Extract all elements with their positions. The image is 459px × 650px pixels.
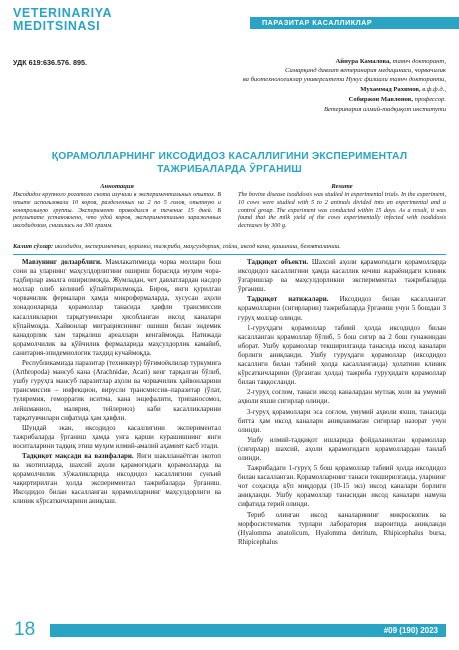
abstract-en-text: The bovine disease ixodidosis was studied in experimental trials. In the experiment, 10 cows were studied with 5 to 2 animals divided into an experimental and a control group. The experiment was conducted within 15 days. As a result, it was found that the milk yield of the cows experimentally infected with ixodidosis decreases by 300 g. (238, 191, 446, 230)
author-name: Мухаммад Рахимов, (360, 86, 421, 93)
author-line (186, 58, 446, 67)
section-title: ПАРАЗИТАР КАСАЛЛИКЛАР (262, 18, 373, 27)
article-title-line2: ТАЖРИБАЛАРДА ЎРГАНИШ (157, 164, 302, 175)
paragraph (13, 359, 221, 423)
author-name: Собиржон Мавлонов, (348, 96, 413, 103)
paragraph (13, 424, 221, 451)
paragraph (238, 295, 446, 322)
paragraph-text: 2-гуруҳ соғлом, танаси иксод каналардан мутлақ холи ва умумий аҳволи яхши сигирлар олинди. (238, 388, 446, 406)
author-line (186, 76, 446, 85)
abstract-ru-heading: Аннотация (100, 183, 134, 190)
author-role: профессор. (413, 96, 446, 103)
paragraph-lead: Тадқиқот натижалари. (247, 295, 329, 304)
abstract-en-heading: Resume (331, 183, 353, 190)
author-role: в.ф.ф.д., (420, 86, 446, 93)
paragraph-text: Республикамизда паразитар (техниквур) бўғимоёклилар туркумига (Arthropoda) мансуб кана (Arachnidae, Acari) кенг тарқалган бўлиб, ушбу гуруҳга мансуб паразитлар аҳоли ва чорвачилик ҳайвонларини трансмиссив – инфекцион, вирусли трансмиссив–паразитар (ўлат, туляремия, геморрагик иситма, кана энцефалити, трипаносомоз, лейшманиоз, малярия, тейлериоз) каби касалликларини тарқатувчилари сифатида ҳам ҳавфли. (13, 359, 221, 422)
section-header-bar (250, 17, 459, 29)
paragraph-text: Шахсий аҳоли қарамоғидаги қорамолларда иксодидоз касаллигини ҳамда касаллик кечиш жараёнидаги клиник ўзгаришлар ва маҳсулдорликни экспериментал тажрибаларда ўрганиш. (238, 258, 447, 294)
keywords-label: Калит сўзлар: (13, 243, 54, 250)
paragraph-text: Шундай экан, иксодидоз касаллигини экспериментал тажрибаларда ўрганиш ҳамда унга қарши курашишнинг янги воситаларини тадқиқ этиш муҳим илмий-амалий аҳамият касб этади. (13, 423, 221, 450)
author-line (186, 106, 446, 115)
paragraph (13, 258, 221, 358)
page-number: 18 (14, 619, 36, 640)
author-name: Айнура Камалова, (335, 58, 391, 65)
paragraph (238, 388, 446, 406)
paragraph (238, 258, 446, 294)
journal-logo (13, 7, 133, 33)
paragraph-text: Тажрибадаги 1-гуруҳ 5 бош қорамоллар табиий ҳолда иксодидоз билан касалланган. Қорамолларнинг танаси текширилганда, уларнинг чот соҳасида кўп миқдорда (10-15 экз) иксод каналари борлиги аниқланди. Ушбу қорамоллар танасидан иксод каналари намуна сифатида терий олинди. (238, 464, 446, 509)
issue-number: #09 (190) 2023 (383, 626, 438, 635)
paragraph (238, 436, 446, 463)
paragraph (238, 464, 446, 509)
keywords-text: иксодидоз, экспериментал, қорамол, тажриба, маҳсулдорлик, сойли, иксод кана, қашиниш, безовталаниш. (53, 243, 341, 250)
keywords (13, 243, 446, 251)
paragraph (238, 324, 446, 388)
divider-rule (13, 254, 446, 255)
author-affiliation: Ветеринария илмий-тадқиқот институти (324, 106, 446, 113)
author-line (186, 86, 446, 95)
column-right (238, 258, 446, 548)
paragraph-lead: Мавзунинг долзарблиги. (22, 258, 102, 266)
paragraph-text: Иксодидоз билан касаллангат қорамолларни (сигирларни) тажрибаларда ўрганиш учун 5 бошдан 3 гуруҳ моллар олинди. (238, 295, 446, 322)
article-title (13, 150, 446, 176)
paragraph (13, 452, 221, 507)
paragraph-text: Янги шаклланаётган экотоп ва экотипларда, шахсий аҳоли қарамоғидаги қорамолларда ва қорамолчилик хўжаликларида иксодидоз касаллигини сунъий чақиртирилган ҳолда экспериментал тажрибаларда ўрганиш. Иксодидоз билан касалланган қорамолларнинг маҳсулдорлиги ва клиник кўрсаткичларини аниқлаш. (13, 451, 221, 506)
article-title-line1: ҚОРАМОЛЛАРНИНГ ИКСОДИДОЗ КАСАЛЛИГИНИ ЭКСПЕРИМЕНТАЛ (51, 151, 408, 162)
journal-name-line1: VETERINARIYA (13, 6, 113, 20)
author-line (186, 96, 446, 105)
paragraph-text: 1-гуруҳдаги қорамоллар табиий ҳолда иксодидоз билан касалланган қорамоллар бўлиб, 5 бош сигир ва 2 бош ғунажиндан иборат. Ушбу қорамоллар текширилганда танасида иксод каналари борлиги аниқланди. Ушбу гуруҳдаги қорамоллар (иксодидоз касаллиги билан табиий ҳолда касалланганда) ҳолатини клиник кўрсаткичларини (ўрганган ҳолда) тажриба гуруҳидаги қорамоллар билан таққосланди. (238, 323, 446, 387)
paragraph-text: Мамлакатимизда чорва моллари бош сони ва уларнинг маҳсулдорлигини ошириш борасида муҳим чора-тадбирлар амалга оширилмоқда. Жумладан, чет давлатлардан насдор моллар олиб келиниб кўпайтирилмоқда. Бироқ, янги қурилган чорвачилик фермалари ҳамда микрофермаларда, хусусан аҳоли хонадонларида қорамоллар танасида ҳавфли трансмиссив касалликларни тарқатувчилари ҳисобланган иксод каналари кўпаймоқда. Хайвонлар миграциясининг ошиши билан эндемик канадорлик хам тарқалиш ареаллари кенгаймоқда. Натижада қорамолчилик ва қўйчилик фермаларида маҳсулдорлик камайиб, санитария-эпидемиологик тахдид кучаймоқда. (13, 258, 221, 357)
author-affiliation: Самарқанд давлат ветеринария медицинаси, чорвачилик (285, 67, 446, 74)
paragraph-text: Ушбу илмий-тадқиқот ишларида фойдаланилган қорамоллар (сигирлар) шахсий, аҳоли қарамоғидаги қорамоллардан танлаб олинди. (238, 435, 446, 462)
author-role: таянч докторант, (390, 58, 446, 65)
paragraph (238, 408, 446, 435)
paragraph-lead: Тадқиқот мақсади ва вазифалари. (22, 451, 134, 460)
paragraph-lead: Тадқиқот объекти. (247, 258, 309, 266)
column-left (13, 258, 221, 508)
paragraph-text: Териб олинган иксод каналарининг микроскопик ва морфосистематик турлари лаборатория шароитида аниқланди (Hyalomma anatolicum, Hyalomma detritum, Rhipicephalus bursa, Rhipicephalus (238, 510, 446, 546)
author-affiliation: ва биотехнологиялар университети Нукус филиали таянч докторанти, (242, 76, 446, 83)
journal-name-line2: MEDITSINASI (13, 19, 101, 33)
paragraph (238, 511, 446, 547)
footer-bar (50, 624, 446, 637)
author-line (186, 67, 446, 76)
paragraph-text: 3-гуруҳ қорамоллари эса соғлом, умумий аҳволи яхши, танасида битта ҳам иксод каналари аниқланмаган сигирлар назорат учун олинди. (238, 407, 446, 434)
udk-code: УДК 619:636.576. 895. (13, 58, 87, 67)
abstract-ru-text: Иксодидоз крупного рогатого скота изучали в экспериментальных опытах. В опыте использовали 10 коров, разделенных на 2 по 5 голов, опытную и контрольную группы. Эксперимент проводился в течение 15 дней. В результате установлено, что удой коров, экспериментально зараженных иксодидозом, снизились на 300 грамм. (13, 191, 221, 230)
